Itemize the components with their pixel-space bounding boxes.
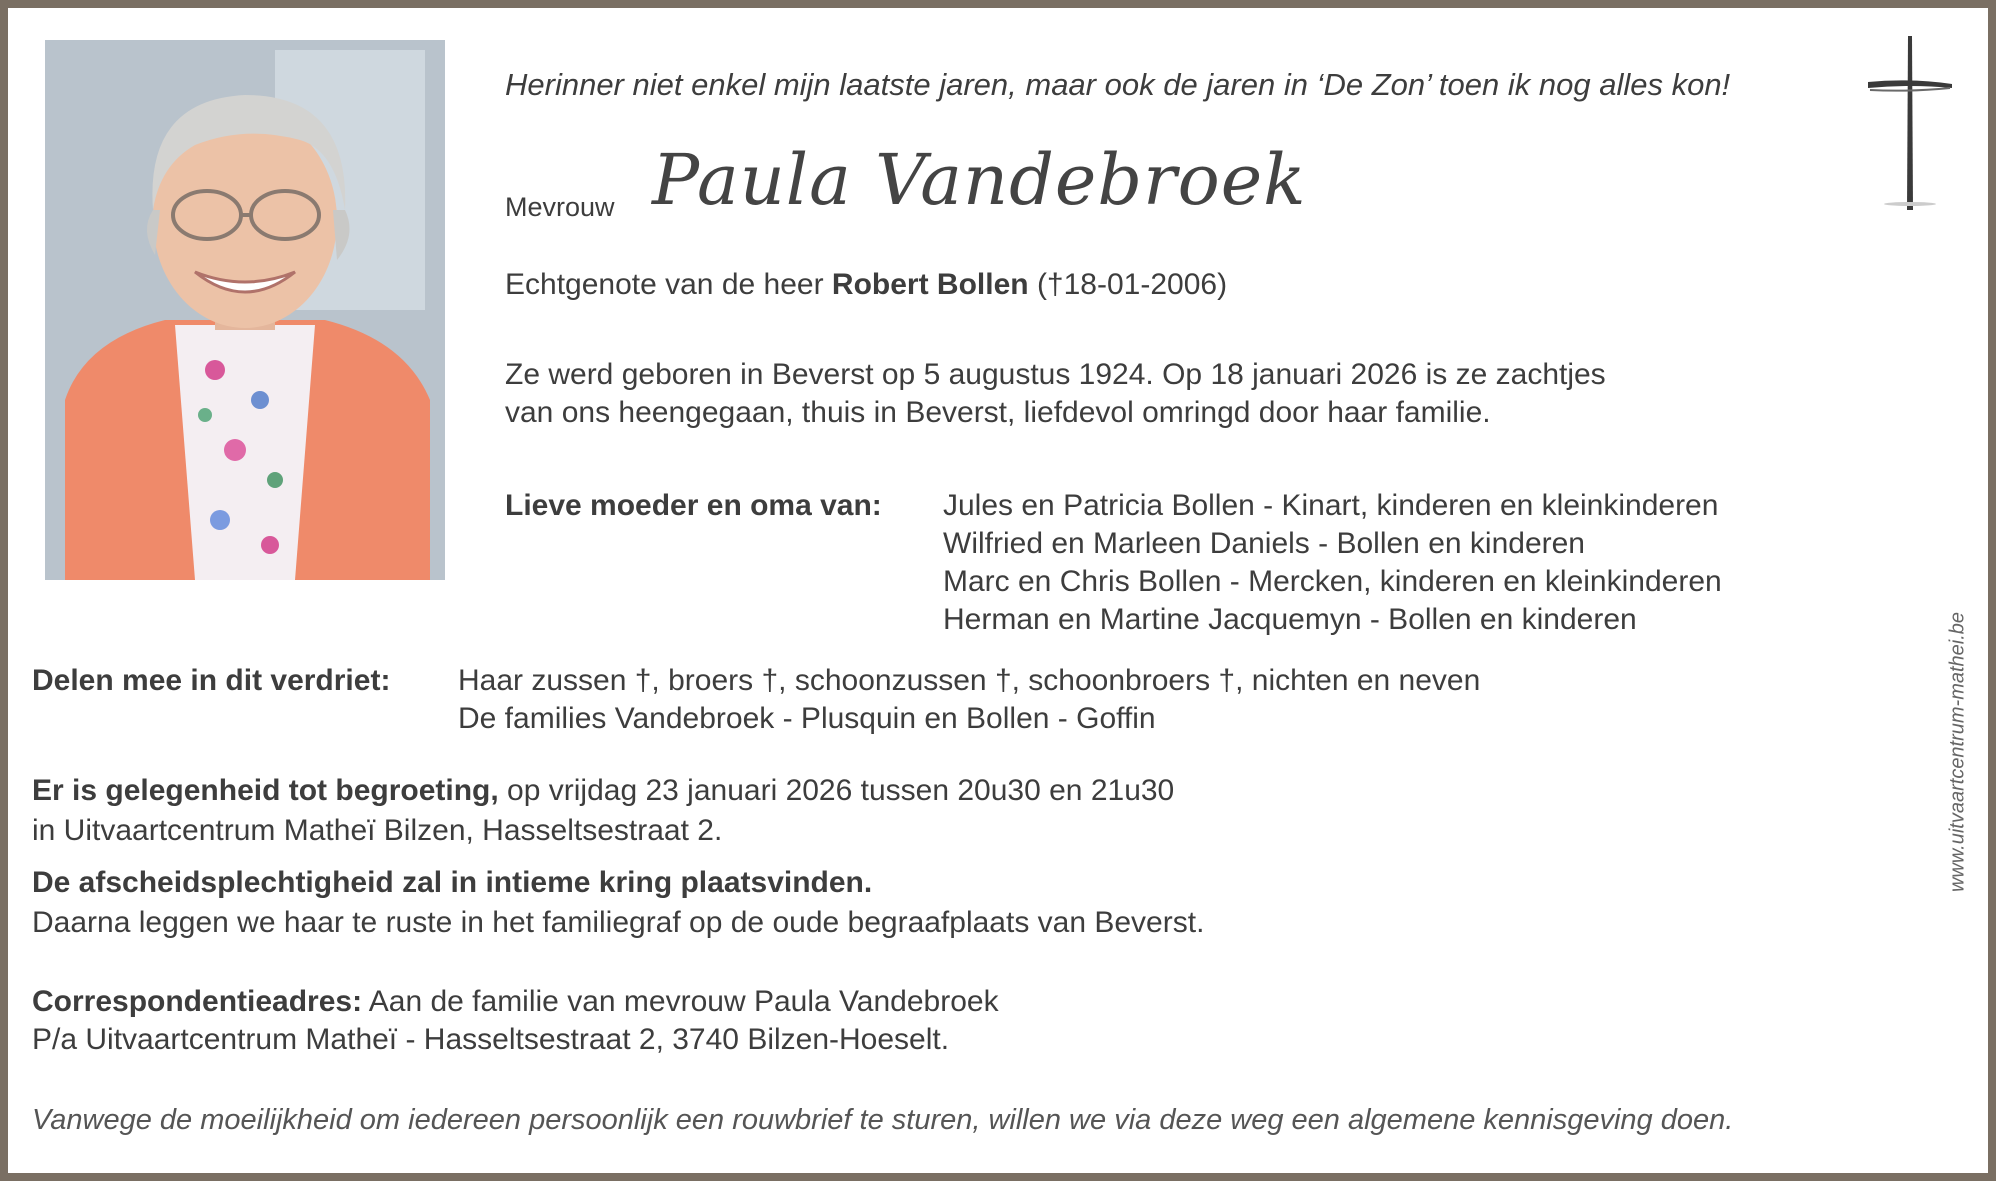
spouse-name: Robert Bollen xyxy=(831,268,1029,301)
list-item: Wilfried en Marleen Daniels - Bollen en kinderen xyxy=(943,527,1585,560)
list-item: Marc en Chris Bollen - Mercken, kinderen en kleinkinderen xyxy=(943,565,1722,598)
correspondence-line-1 xyxy=(32,983,999,1021)
list-item: Haar zussen †, broers †, schoonzussen †, schoonbroers †, nichten en neven xyxy=(458,664,1481,697)
grief-label: Delen mee in dit verdriet: xyxy=(32,664,391,697)
portrait-photo xyxy=(45,40,445,580)
correspondence-line-2: P/a Uitvaartcentrum Matheï - Hasseltsestraat 2, 3740 Bilzen-Hoeselt. xyxy=(32,1023,950,1056)
visitation-rest: op vrijdag 23 januari 2026 tussen 20u30 en 21u30 xyxy=(498,774,1175,807)
visitation-line-2: in Uitvaartcentrum Matheï Bilzen, Hasseltsestraat 2. xyxy=(32,814,723,847)
list-item: De families Vandebroek - Plusquin en Bollen - Goffin xyxy=(458,702,1156,735)
birth-line-2: van ons heengegaan, thuis in Beverst, liefdevol omringd door haar familie. xyxy=(505,396,1491,429)
footer-note: Vanwege de moeilijkheid om iedereen persoonlijk een rouwbrief te sturen, willen we via deze weg een algemene kennisgeving doen. xyxy=(32,1104,1734,1136)
salutation: Mevrouw xyxy=(505,192,615,222)
farewell-line-2: Daarna leggen we haar te ruste in het familiegraf op de oude begraafplaats van Beverst. xyxy=(32,906,1205,939)
birth-line-1: Ze werd geboren in Beverst op 5 augustus 1924. Op 18 januari 2026 is ze zachtjes xyxy=(505,358,1606,391)
spouse-prefix: Echtgenote van de heer xyxy=(505,268,824,301)
visitation-line-1 xyxy=(32,772,1174,810)
list-item: Jules en Patricia Bollen - Kinart, kinderen en kleinkinderen xyxy=(943,489,1719,522)
opening-quote: Herinner niet enkel mijn laatste jaren, maar ook de jaren in ‘De Zon’ toen ik nog alles kon! xyxy=(505,67,1731,102)
spouse-death: (†18-01-2006) xyxy=(1036,268,1228,301)
children-list xyxy=(943,487,1722,639)
correspondence-rest: Aan de familie van mevrouw Paula Vandebroek xyxy=(362,985,999,1018)
spouse-line xyxy=(505,266,1227,304)
cross-icon xyxy=(1862,30,1958,210)
visitation-bold: Er is gelegenheid tot begroeting, xyxy=(32,774,499,807)
farewell-line-1: De afscheidsplechtigheid zal in intieme kring plaatsvinden. xyxy=(32,866,873,899)
deceased-name: Paula Vandebroek xyxy=(652,139,1307,221)
list-item: Herman en Martine Jacquemyn - Bollen en kinderen xyxy=(943,603,1637,636)
correspondence-label: Correspondentieadres: xyxy=(32,985,363,1018)
website-credit: www.uitvaartcentrum-mathei.be xyxy=(1946,611,1969,893)
grief-list xyxy=(458,662,1480,738)
children-label: Lieve moeder en oma van: xyxy=(505,489,882,522)
